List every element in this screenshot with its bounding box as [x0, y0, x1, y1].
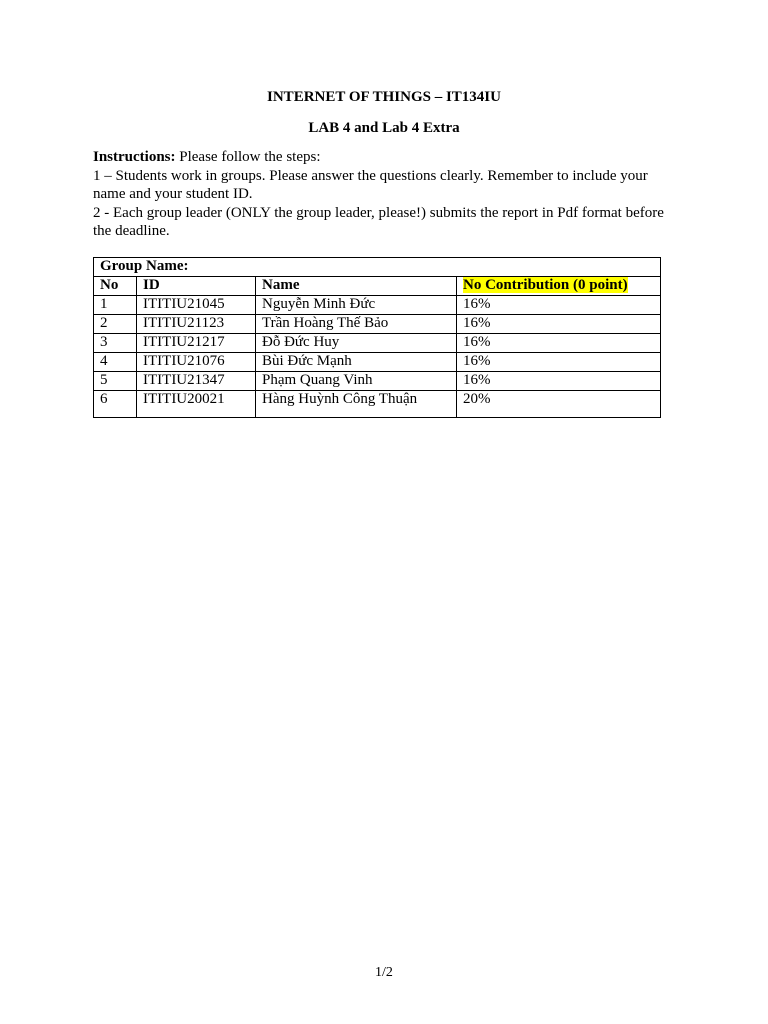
row-name: Đỗ Đức Huy — [256, 334, 457, 353]
row-id: ITITIU21217 — [137, 334, 256, 353]
group-table — [93, 257, 661, 418]
table-row — [94, 391, 661, 418]
lab-title: LAB 4 and Lab 4 Extra — [308, 120, 460, 136]
column-header-no: No — [94, 277, 137, 296]
row-name: Hàng Huỳnh Công Thuận — [256, 391, 457, 418]
row-id: ITITIU21076 — [137, 353, 256, 372]
row-name: Phạm Quang Vinh — [256, 372, 457, 391]
row-name: Trần Hoàng Thế Bảo — [256, 315, 457, 334]
table-row — [94, 296, 661, 315]
instruction-step-2: 2 - Each group leader (ONLY the group leader, please!) submits the report in Pdf format before the deadline. — [93, 204, 664, 239]
row-no: 2 — [94, 315, 137, 334]
row-no: 1 — [94, 296, 137, 315]
row-contribution: 16% — [457, 315, 661, 334]
table-row — [94, 315, 661, 334]
instructions-label: Instructions: — [93, 149, 176, 165]
row-contribution: 16% — [457, 372, 661, 391]
column-header-id: ID — [137, 277, 256, 296]
row-no: 4 — [94, 353, 137, 372]
instruction-step-1: 1 – Students work in groups. Please answer the questions clearly. Remember to include your name and your student ID. — [93, 167, 648, 202]
row-contribution: 16% — [457, 353, 661, 372]
row-name: Nguyễn Minh Đức — [256, 296, 457, 315]
table-row — [94, 353, 661, 372]
page-number: 1/2 — [375, 965, 393, 980]
row-id: ITITIU21045 — [137, 296, 256, 315]
row-no: 3 — [94, 334, 137, 353]
instructions-block — [93, 148, 683, 241]
row-id: ITITIU21123 — [137, 315, 256, 334]
table-row — [94, 334, 661, 353]
instructions-intro-text: Please follow the steps: — [175, 149, 321, 165]
group-name-row — [94, 258, 661, 277]
table-header-row — [94, 277, 661, 296]
row-no: 5 — [94, 372, 137, 391]
row-contribution: 16% — [457, 296, 661, 315]
row-id: ITITIU21347 — [137, 372, 256, 391]
row-contribution: 16% — [457, 334, 661, 353]
column-header-contribution — [457, 277, 661, 296]
row-no: 6 — [94, 391, 137, 418]
group-name-label: Group Name: — [94, 258, 661, 277]
row-id: ITITIU20021 — [137, 391, 256, 418]
table-row — [94, 372, 661, 391]
column-header-name: Name — [256, 277, 457, 296]
course-title: INTERNET OF THINGS – IT134IU — [267, 89, 501, 105]
row-contribution: 20% — [457, 391, 661, 418]
contribution-header-highlight: No Contribution (0 point) — [463, 277, 628, 293]
row-name: Bùi Đức Mạnh — [256, 353, 457, 372]
instructions-intro — [93, 148, 683, 167]
